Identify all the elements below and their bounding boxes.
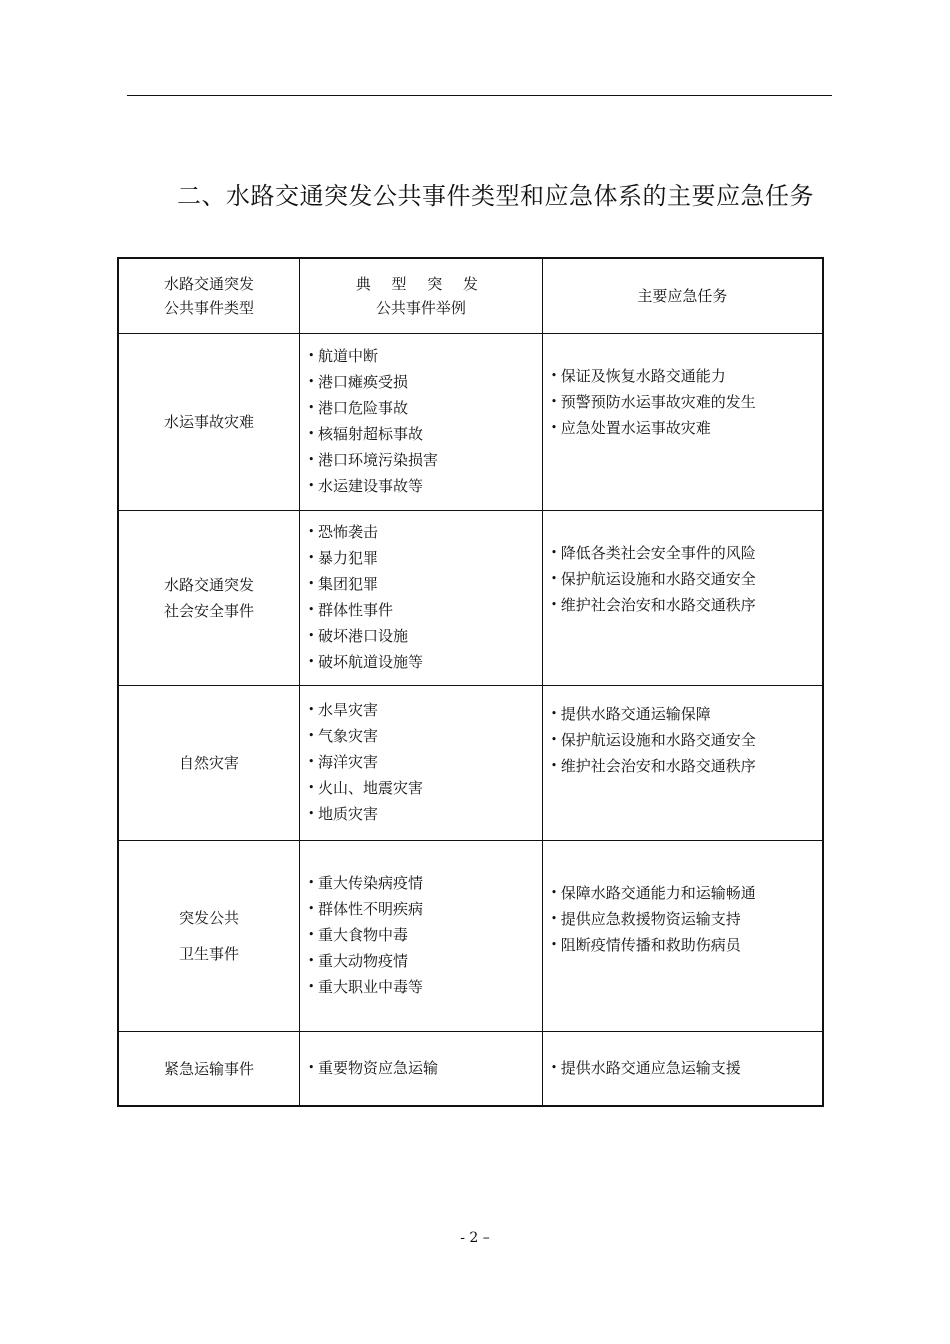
list-item: • 提供水路交通应急运输支援 — [551, 1056, 822, 1082]
header-event-type-line: 公共事件类型 — [163, 299, 254, 317]
event-type-label: 卫生事件 — [178, 945, 239, 963]
event-type-label: 自然灾害 — [178, 754, 239, 772]
list-item: • 暴力犯罪 — [308, 546, 542, 572]
header-examples-line: 典 型 突 发 — [355, 275, 486, 293]
list-item: • 恐怖袭击 — [308, 520, 542, 546]
list-item: • 港口瘫痪受损 — [308, 370, 542, 396]
list-item: • 降低各类社会安全事件的风险 — [551, 541, 822, 567]
examples-cell — [300, 841, 543, 1032]
header-event-type — [118, 258, 300, 334]
list-item: • 保护航运设施和水路交通安全 — [551, 728, 822, 754]
list-item: • 核辐射超标事故 — [308, 422, 542, 448]
list-item: • 保证及恢复水路交通能力 — [551, 364, 822, 390]
header-main-tasks: 主要应急任务 — [542, 258, 823, 334]
list-item: • 提供应急救援物资运输支持 — [551, 907, 822, 933]
list-item: • 港口危险事故 — [308, 396, 542, 422]
list-item: • 阻断疫情传播和救助伤病员 — [551, 933, 822, 959]
examples-cell — [300, 686, 543, 841]
event-type-cell — [118, 334, 300, 511]
list-item: • 重大职业中毒等 — [308, 975, 542, 1001]
emergency-task-table — [117, 257, 824, 1107]
examples-list — [308, 1056, 542, 1082]
examples-cell — [300, 334, 543, 511]
list-item: • 群体性事件 — [308, 598, 542, 624]
tasks-list — [551, 511, 822, 619]
event-type-label: 突发公共 — [178, 909, 239, 927]
list-item: • 海洋灾害 — [308, 750, 542, 776]
list-item: • 重要物资应急运输 — [308, 1056, 542, 1082]
tasks-list — [551, 334, 822, 442]
list-item: • 重大传染病疫情 — [308, 871, 542, 897]
table-row — [118, 1032, 823, 1107]
list-item: • 水旱灾害 — [308, 698, 542, 724]
tasks-cell — [542, 1032, 823, 1107]
list-item: • 地质灾害 — [308, 802, 542, 828]
examples-cell — [300, 511, 543, 686]
examples-list — [308, 344, 542, 500]
header-examples-line: 公共事件举例 — [375, 299, 466, 317]
table-row — [118, 511, 823, 686]
tasks-cell — [542, 686, 823, 841]
list-item: • 破坏航道设施等 — [308, 650, 542, 676]
header-typical-examples — [300, 258, 543, 334]
list-item: • 火山、地震灾害 — [308, 776, 542, 802]
table-row — [118, 334, 823, 511]
header-event-type-line: 水路交通突发 — [163, 275, 254, 293]
table-row — [118, 686, 823, 841]
tasks-cell — [542, 334, 823, 511]
list-item: • 重大食物中毒 — [308, 923, 542, 949]
table-header-row — [118, 258, 823, 334]
list-item: • 提供水路交通运输保障 — [551, 702, 822, 728]
tasks-cell — [542, 511, 823, 686]
tasks-list — [551, 686, 822, 780]
list-item: • 保护航运设施和水路交通安全 — [551, 567, 822, 593]
event-type-cell — [118, 511, 300, 686]
list-item: • 重大动物疫情 — [308, 949, 542, 975]
list-item: • 应急处置水运事故灾难 — [551, 416, 822, 442]
list-item: • 保障水路交通能力和运输畅通 — [551, 881, 822, 907]
event-type-label: 水路交通突发 — [163, 576, 254, 594]
list-item: • 群体性不明疾病 — [308, 897, 542, 923]
event-type-cell — [118, 686, 300, 841]
list-item: • 维护社会治安和水路交通秩序 — [551, 754, 822, 780]
examples-list — [308, 698, 542, 828]
event-type-cell — [118, 1032, 300, 1107]
list-item: • 航道中断 — [308, 344, 542, 370]
page-number: - 2 – — [460, 1230, 490, 1246]
event-type-label: 紧急运输事件 — [163, 1059, 254, 1078]
list-item: • 维护社会治安和水路交通秩序 — [551, 593, 822, 619]
list-item: • 集团犯罪 — [308, 572, 542, 598]
event-type-label: 水运事故灾难 — [163, 413, 254, 431]
list-item: • 破坏港口设施 — [308, 624, 542, 650]
list-item: • 气象灾害 — [308, 724, 542, 750]
table-row — [118, 841, 823, 1032]
section-heading: 二、水路交通突发公共事件类型和应急体系的主要应急任务 — [177, 182, 814, 210]
header-rule — [127, 95, 832, 96]
tasks-list — [551, 1056, 822, 1082]
tasks-list — [551, 841, 822, 959]
examples-cell — [300, 1032, 543, 1107]
event-type-cell — [118, 841, 300, 1032]
list-item: • 港口环境污染损害 — [308, 448, 542, 474]
list-item: • 水运建设事故等 — [308, 474, 542, 500]
tasks-cell — [542, 841, 823, 1032]
examples-list — [308, 520, 542, 676]
list-item: • 预警预防水运事故灾难的发生 — [551, 390, 822, 416]
event-type-label: 社会安全事件 — [163, 602, 254, 620]
examples-list — [308, 871, 542, 1001]
